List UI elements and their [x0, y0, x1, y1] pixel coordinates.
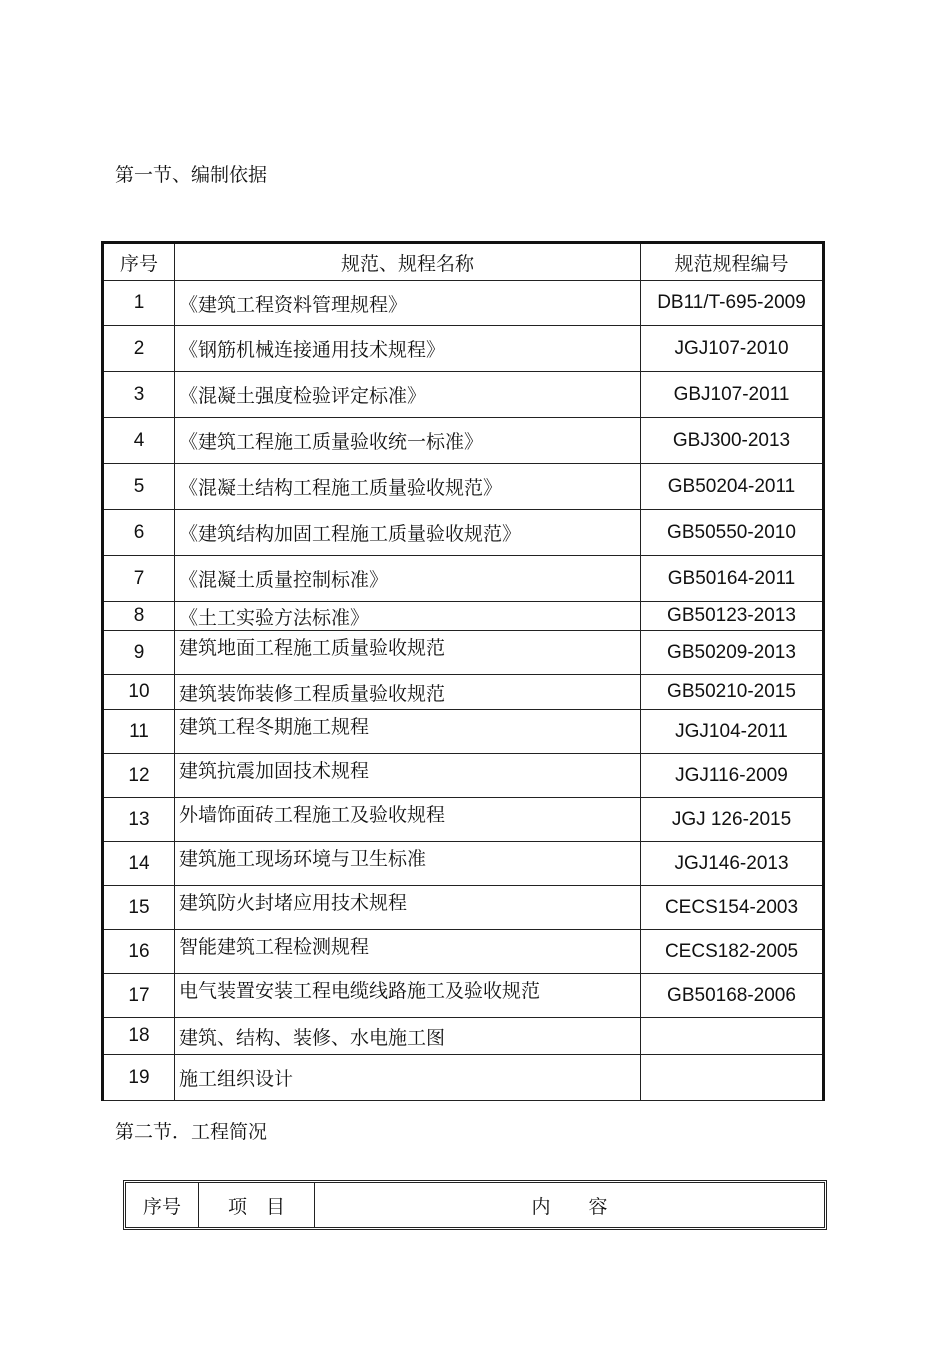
row-no: 2: [103, 326, 175, 372]
section-1-title: 第一节、编制依据: [115, 164, 268, 186]
row-name: 建筑防火封堵应用技术规程: [175, 886, 641, 930]
row-code: GB50123-2013: [641, 602, 824, 631]
info-header-no: 序号: [126, 1183, 199, 1227]
row-code: CECS154-2003: [641, 886, 824, 930]
row-name: 《混凝土强度检验评定标准》: [175, 372, 641, 418]
table-row: [103, 326, 824, 372]
row-code: GBJ300-2013: [641, 418, 824, 464]
row-no: 7: [103, 556, 175, 602]
table-row: [103, 1055, 824, 1101]
row-name: 建筑施工现场环境与卫生标准: [175, 842, 641, 886]
row-name: 《建筑结构加固工程施工质量验收规范》: [175, 510, 641, 556]
row-no: 1: [103, 281, 175, 326]
row-no: 15: [103, 886, 175, 930]
row-no: 9: [103, 631, 175, 675]
table-row: [103, 602, 824, 631]
info-header-content: 内 容: [531, 1195, 608, 1218]
table-row: [103, 556, 824, 602]
row-code: [641, 1018, 824, 1055]
row-code: GB50164-2011: [641, 556, 824, 602]
table-row: [103, 710, 824, 754]
table-row: [103, 281, 824, 326]
row-name: 建筑装饰装修工程质量验收规范: [175, 675, 641, 710]
row-name: 建筑抗震加固技术规程: [175, 754, 641, 798]
row-name: 建筑、结构、装修、水电施工图: [175, 1018, 641, 1055]
row-code: JGJ107-2010: [641, 326, 824, 372]
table-row: [103, 510, 824, 556]
row-code: DB11/T-695-2009: [641, 281, 824, 326]
row-no: 17: [103, 974, 175, 1018]
table-row: [103, 418, 824, 464]
row-name: 《建筑工程施工质量验收统一标准》: [175, 418, 641, 464]
row-code: [641, 1055, 824, 1101]
row-code: GB50550-2010: [641, 510, 824, 556]
row-no: 12: [103, 754, 175, 798]
row-name: 外墙饰面砖工程施工及验收规程: [175, 798, 641, 842]
project-info-table: [123, 1180, 827, 1230]
row-no: 13: [103, 798, 175, 842]
row-name: 《建筑工程资料管理规程》: [175, 281, 641, 326]
table-row: [103, 842, 824, 886]
table-row: [103, 1018, 824, 1055]
table-row: [103, 631, 824, 675]
row-name: 《钢筋机械连接通用技术规程》: [175, 326, 641, 372]
table-row: [103, 974, 824, 1018]
header-no: 序号: [103, 243, 175, 281]
row-code: GB50210-2015: [641, 675, 824, 710]
table-row: [103, 464, 824, 510]
row-no: 11: [103, 710, 175, 754]
row-code: GB50209-2013: [641, 631, 824, 675]
info-header-row: [126, 1183, 824, 1227]
table-header-row: [103, 243, 824, 281]
header-name: 规范、规程名称: [175, 243, 641, 281]
row-code: JGJ104-2011: [641, 710, 824, 754]
row-no: 8: [103, 602, 175, 631]
table-row: [103, 675, 824, 710]
table-row: [103, 930, 824, 974]
row-name: 《混凝土质量控制标准》: [175, 556, 641, 602]
table-row: [103, 886, 824, 930]
row-no: 18: [103, 1018, 175, 1055]
section-2-title: 第二节．工程简况: [115, 1121, 268, 1143]
header-code: 规范规程编号: [641, 243, 824, 281]
row-name: 电气装置安装工程电缆线路施工及验收规范: [175, 974, 641, 1018]
row-no: 14: [103, 842, 175, 886]
row-no: 10: [103, 675, 175, 710]
info-header-item: 项 目: [199, 1183, 315, 1227]
row-name: 建筑工程冬期施工规程: [175, 710, 641, 754]
row-no: 19: [103, 1055, 175, 1101]
row-code: GBJ107-2011: [641, 372, 824, 418]
row-name: 智能建筑工程检测规程: [175, 930, 641, 974]
row-no: 3: [103, 372, 175, 418]
row-code: CECS182-2005: [641, 930, 824, 974]
row-no: 5: [103, 464, 175, 510]
row-code: JGJ 126-2015: [641, 798, 824, 842]
row-code: GB50168-2006: [641, 974, 824, 1018]
row-name: 建筑地面工程施工质量验收规范: [175, 631, 641, 675]
row-name: 施工组织设计: [175, 1055, 641, 1101]
table-row: [103, 754, 824, 798]
table-row: [103, 372, 824, 418]
row-name: 《土工实验方法标准》: [175, 602, 641, 631]
table-row: [103, 798, 824, 842]
row-code: GB50204-2011: [641, 464, 824, 510]
row-no: 6: [103, 510, 175, 556]
row-no: 16: [103, 930, 175, 974]
row-name: 《混凝土结构工程施工质量验收规范》: [175, 464, 641, 510]
row-code: JGJ146-2013: [641, 842, 824, 886]
standards-table: [101, 241, 825, 1101]
row-code: JGJ116-2009: [641, 754, 824, 798]
row-no: 4: [103, 418, 175, 464]
